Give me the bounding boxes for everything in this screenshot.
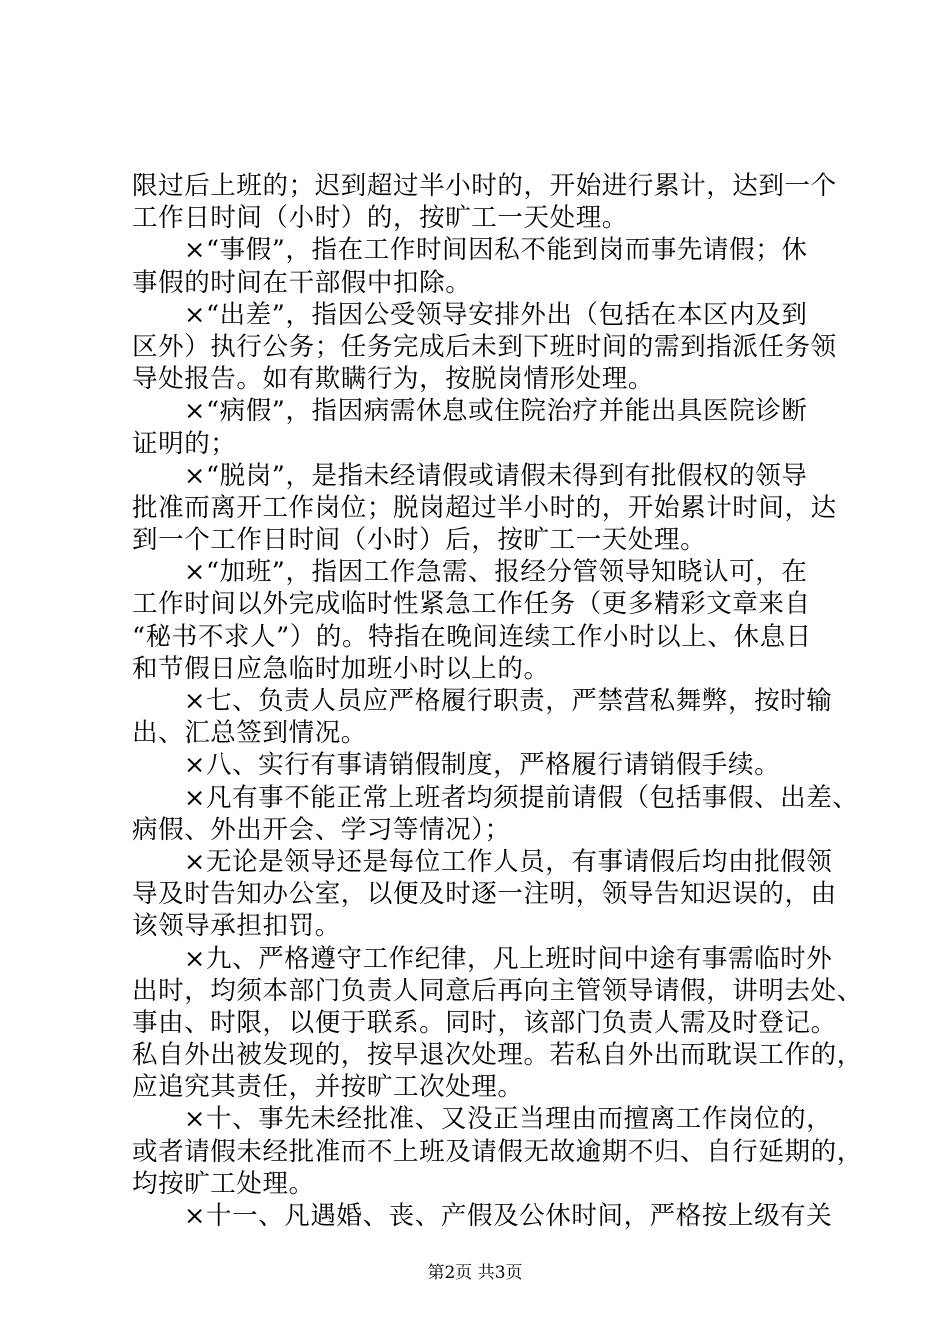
- text-line: 证明的；: [132, 428, 237, 459]
- text-line: ×“脱岗”，是指未经请假或请假未得到有批假权的领导: [184, 460, 808, 491]
- text-line: 该领导承担扣罚。: [132, 911, 341, 942]
- text-line: 导处报告。如有欺瞒行为，按脱岗情形处理。: [132, 364, 655, 395]
- text-line: 导及时告知办公室，以便及时逐一注明，领导告知迟误的，由: [132, 879, 837, 910]
- text-line: ×八、实行有事请销假制度，严格履行请销假手续。: [184, 750, 781, 781]
- text-line: “秘书不求人”）的。特指在晚间连续工作小时以上、休息日: [132, 621, 812, 652]
- text-line: ×“事假”，指在工作时间因私不能到岗而事先请假；休: [184, 235, 808, 266]
- text-line: ×十、事先未经批准、又没正当理由而擅离工作岗位的，: [184, 1104, 833, 1135]
- text-line: 和节假日应急临时加班小时以上的。: [132, 653, 550, 684]
- text-line: 区外）执行公务；任务完成后未到下班时间的需到指派任务领: [132, 331, 837, 362]
- text-line: 出、汇总签到情况。: [132, 718, 367, 749]
- text-line: 事由、时限，以便于联系。同时，该部门负责人需及时登记。: [132, 1007, 837, 1038]
- text-line: ×“病假”，指因病需休息或住院治疗并能出具医院诊断: [184, 396, 808, 427]
- text-line: 到一个工作日时间（小时）后，按旷工一天处理。: [132, 525, 707, 556]
- text-line: ×九、严格遵守工作纪律，凡上班时间中途有事需临时外: [184, 943, 833, 974]
- text-line: 或者请假未经批准而不上班及请假无故逾期不归、自行延期的，: [132, 1136, 863, 1167]
- text-line: 私自外出被发现的，按早退次处理。若私自外出而耽误工作的，: [132, 1040, 863, 1071]
- text-line: 批准而离开工作岗位；脱岗超过半小时的，开始累计时间，达: [132, 492, 837, 523]
- document-body: [132, 170, 863, 1232]
- text-line: ×七、负责人员应严格履行职责，严禁营私舞弊，按时输: [184, 686, 833, 716]
- text-line: 均按旷工处理。: [132, 1168, 315, 1199]
- text-line: ×十一、凡遇婚、丧、产假及公休时间，严格按上级有关: [184, 1201, 833, 1231]
- text-line: ×凡有事不能正常上班者均须提前请假（包括事假、出差、: [184, 782, 859, 813]
- text-line: 限过后上班的；迟到超过半小时的，开始进行累计，达到一个: [132, 171, 837, 201]
- page-number-footer: 第2页 共3页: [427, 1263, 523, 1283]
- text-line: 工作时间以外完成临时性紧急工作任务（更多精彩文章来自: [132, 589, 811, 620]
- text-line: ×“加班”，指因工作急需、报经分管领导知晓认可，在: [184, 557, 808, 588]
- text-line: 事假的时间在干部假中扣除。: [132, 267, 472, 298]
- text-line: ×“出差”，指因公受领导安排外出（包括在本区内及到: [184, 299, 808, 330]
- text-line: 病假、外出开会、学习等情况）；: [132, 814, 511, 845]
- text-line: 应追究其责任，并按旷工次处理。: [132, 1072, 524, 1103]
- text-line: ×无论是领导还是每位工作人员，有事请假后均由批假领: [184, 846, 833, 877]
- text-line: 出时，均须本部门负责人同意后再向主管领导请假，讲明去处、: [132, 975, 863, 1006]
- text-line: 工作日时间（小时）的，按旷工一天处理。: [132, 203, 628, 234]
